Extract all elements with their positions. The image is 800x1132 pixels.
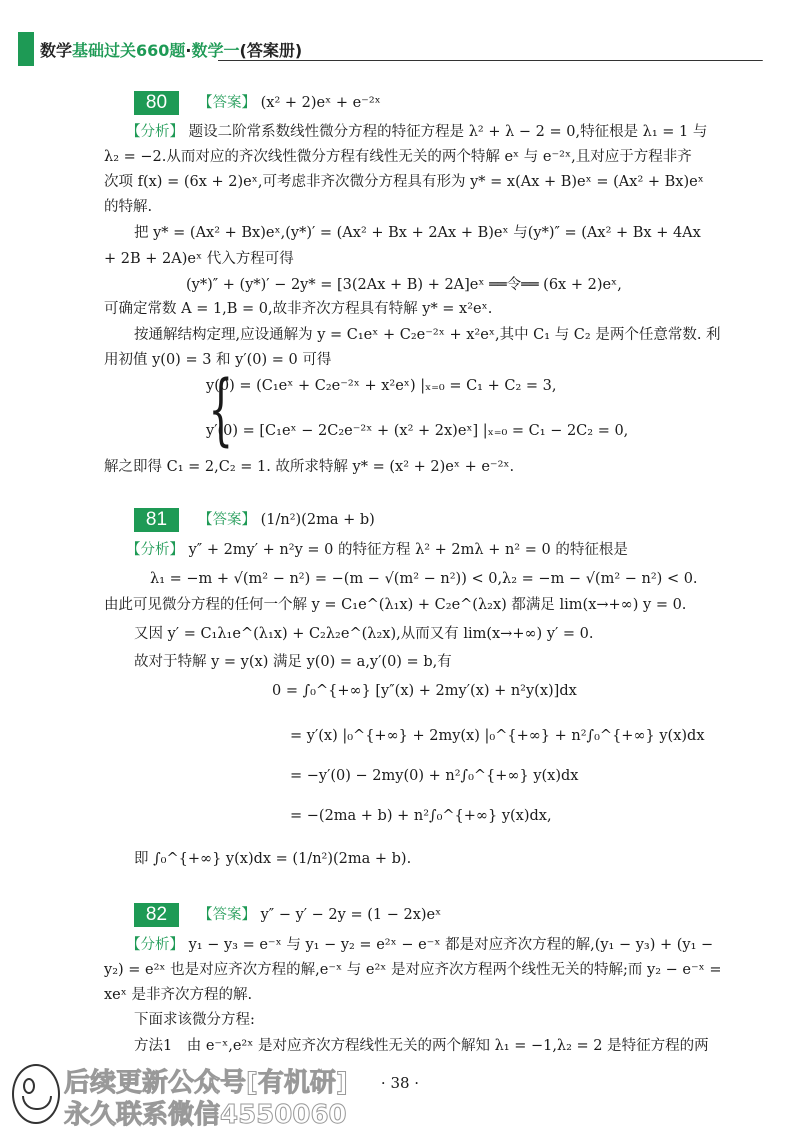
answer-label: 【答案】 (198, 95, 256, 111)
answer-line (198, 905, 441, 925)
page-number: · 38 · (380, 1074, 420, 1092)
header-text: · (185, 41, 192, 60)
answer-line (198, 510, 375, 530)
analysis-label: 【分析】 (126, 542, 184, 558)
text-line: 方法1 由 e⁻ˣ,e²ˣ 是对应齐次方程线性无关的两个解知 λ₁ = −1,λ₂ = 2 是特征方程的两 (134, 1038, 709, 1054)
analysis-label: 【分析】 (126, 937, 184, 953)
equation: = −y′(0) − 2my(0) + n²∫₀^{+∞} y(x)dx (290, 768, 579, 784)
text-line: 可确定常数 A = 1,B = 0,故非齐次方程具有特解 y* = x²eˣ. (104, 301, 493, 317)
text-line: + 2B + 2A)eˣ 代入方程可得 (104, 251, 294, 267)
header-rule (218, 60, 763, 61)
text-line: λ₂ = −2.从而对应的齐次线性微分方程有线性无关的两个特解 eˣ 与 e⁻²ˣ,且对应于方程非齐 (104, 149, 692, 165)
text-line: 下面求该微分方程: (134, 1012, 255, 1028)
running-header (40, 38, 302, 61)
problem-number-badge: 80 (134, 91, 179, 115)
text-line: 即 ∫₀^{+∞} y(x)dx = (1/n²)(2ma + b). (134, 851, 412, 867)
equation: = −(2ma + b) + n²∫₀^{+∞} y(x)dx, (290, 808, 552, 824)
equation: y′(0) = [C₁eˣ − 2C₂e⁻²ˣ + (x² + 2x)eˣ] |ₓ₌₀ = C₁ − 2C₂ = 0, (206, 423, 629, 439)
header-accent-bar (18, 32, 34, 66)
text-line: 解之即得 C₁ = 2,C₂ = 1. 故所求特解 y* = (x² + 2)eˣ + e⁻²ˣ. (104, 459, 515, 475)
equation: 0 = ∫₀^{+∞} [y″(x) + 2my′(x) + n²y(x)]dx (272, 683, 577, 699)
text-line: y₂) = e²ˣ 也是对应齐次方程的解,e⁻ˣ 与 e²ˣ 是对应齐次方程两个线性无关的特解;而 y₂ − e⁻ˣ = (104, 962, 722, 978)
text-line: 故对于特解 y = y(x) 满足 y(0) = a,y′(0) = b,有 (134, 654, 452, 670)
answer-label: 【答案】 (198, 512, 256, 528)
header-text: 数学一 (191, 41, 240, 60)
answer-label: 【答案】 (198, 907, 256, 923)
text-line: xeˣ 是非齐次方程的解. (104, 987, 253, 1003)
analysis-line (126, 122, 707, 142)
analysis-label: 【分析】 (126, 124, 184, 140)
header-text: 数学 (40, 41, 73, 60)
text-line: 由此可见微分方程的任何一个解 y = C₁e^(λ₁x) + C₂e^(λ₂x) 都满足 lim(x→+∞) y = 0. (104, 597, 687, 613)
answer-value: y″ − y′ − 2y = (1 − 2x)eˣ (260, 907, 442, 923)
smiley-face-icon (12, 1064, 60, 1124)
answer-value: (1/n²)(2ma + b) (260, 512, 375, 528)
analysis-line (126, 935, 713, 955)
header-text: 基础过关660题 (72, 41, 186, 60)
text-line: y″ + 2my′ + n²y = 0 的特征方程 λ² + 2mλ + n² = 0 的特征根是 (188, 542, 628, 558)
equation: y(0) = (C₁eˣ + C₂e⁻²ˣ + x²eˣ) |ₓ₌₀ = C₁ + C₂ = 3, (206, 378, 557, 394)
brace: { (208, 365, 234, 455)
watermark-text: 后续更新公众号[有机研] (64, 1068, 348, 1098)
header-text: (答案册) (239, 41, 303, 60)
equation: (y*)″ + (y*)′ − 2y* = [3(2Ax + B) + 2A]eˣ ══令══ (6x + 2)eˣ, (186, 277, 622, 293)
text-line: 把 y* = (Ax² + Bx)eˣ,(y*)′ = (Ax² + Bx + 2Ax + B)eˣ 与(y*)″ = (Ax² + Bx + 4Ax (134, 225, 701, 241)
equation: λ₁ = −m + √(m² − n²) = −(m − √(m² − n²)) < 0,λ₂ = −m − √(m² − n²) < 0. (150, 571, 698, 587)
text-line: 按通解结构定理,应设通解为 y = C₁eˣ + C₂e⁻²ˣ + x²eˣ,其中 C₁ 与 C₂ 是两个任意常数. 利 (134, 327, 721, 343)
answer-line (198, 93, 381, 113)
text-line: 用初值 y(0) = 3 和 y′(0) = 0 可得 (104, 352, 332, 368)
problem-number-badge: 82 (134, 903, 179, 927)
problem-number-badge: 81 (134, 508, 179, 532)
text-line: y₁ − y₃ = e⁻ˣ 与 y₁ − y₂ = e²ˣ − e⁻ˣ 都是对应齐次方程的解,(y₁ − y₃) + (y₁ − (188, 937, 714, 953)
analysis-line (126, 540, 628, 560)
text-line: 的特解. (104, 199, 153, 215)
text-line: 又因 y′ = C₁λ₁e^(λ₁x) + C₂λ₂e^(λ₂x),从而又有 lim(x→+∞) y′ = 0. (134, 626, 594, 642)
text-line: 题设二阶常系数线性微分方程的特征方程是 λ² + λ − 2 = 0,特征根是 λ₁ = 1 与 (188, 124, 708, 140)
equation: = y′(x) |₀^{+∞} + 2my(x) |₀^{+∞} + n²∫₀^{+∞} y(x)dx (290, 728, 705, 744)
watermark-text: 永久联系微信4550060 (64, 1100, 347, 1130)
answer-value: (x² + 2)eˣ + e⁻²ˣ (260, 95, 381, 111)
text-line: 次项 f(x) = (6x + 2)eˣ,可考虑非齐次微分方程具有形为 y* = x(Ax + B)eˣ = (Ax² + Bx)eˣ (104, 174, 704, 190)
